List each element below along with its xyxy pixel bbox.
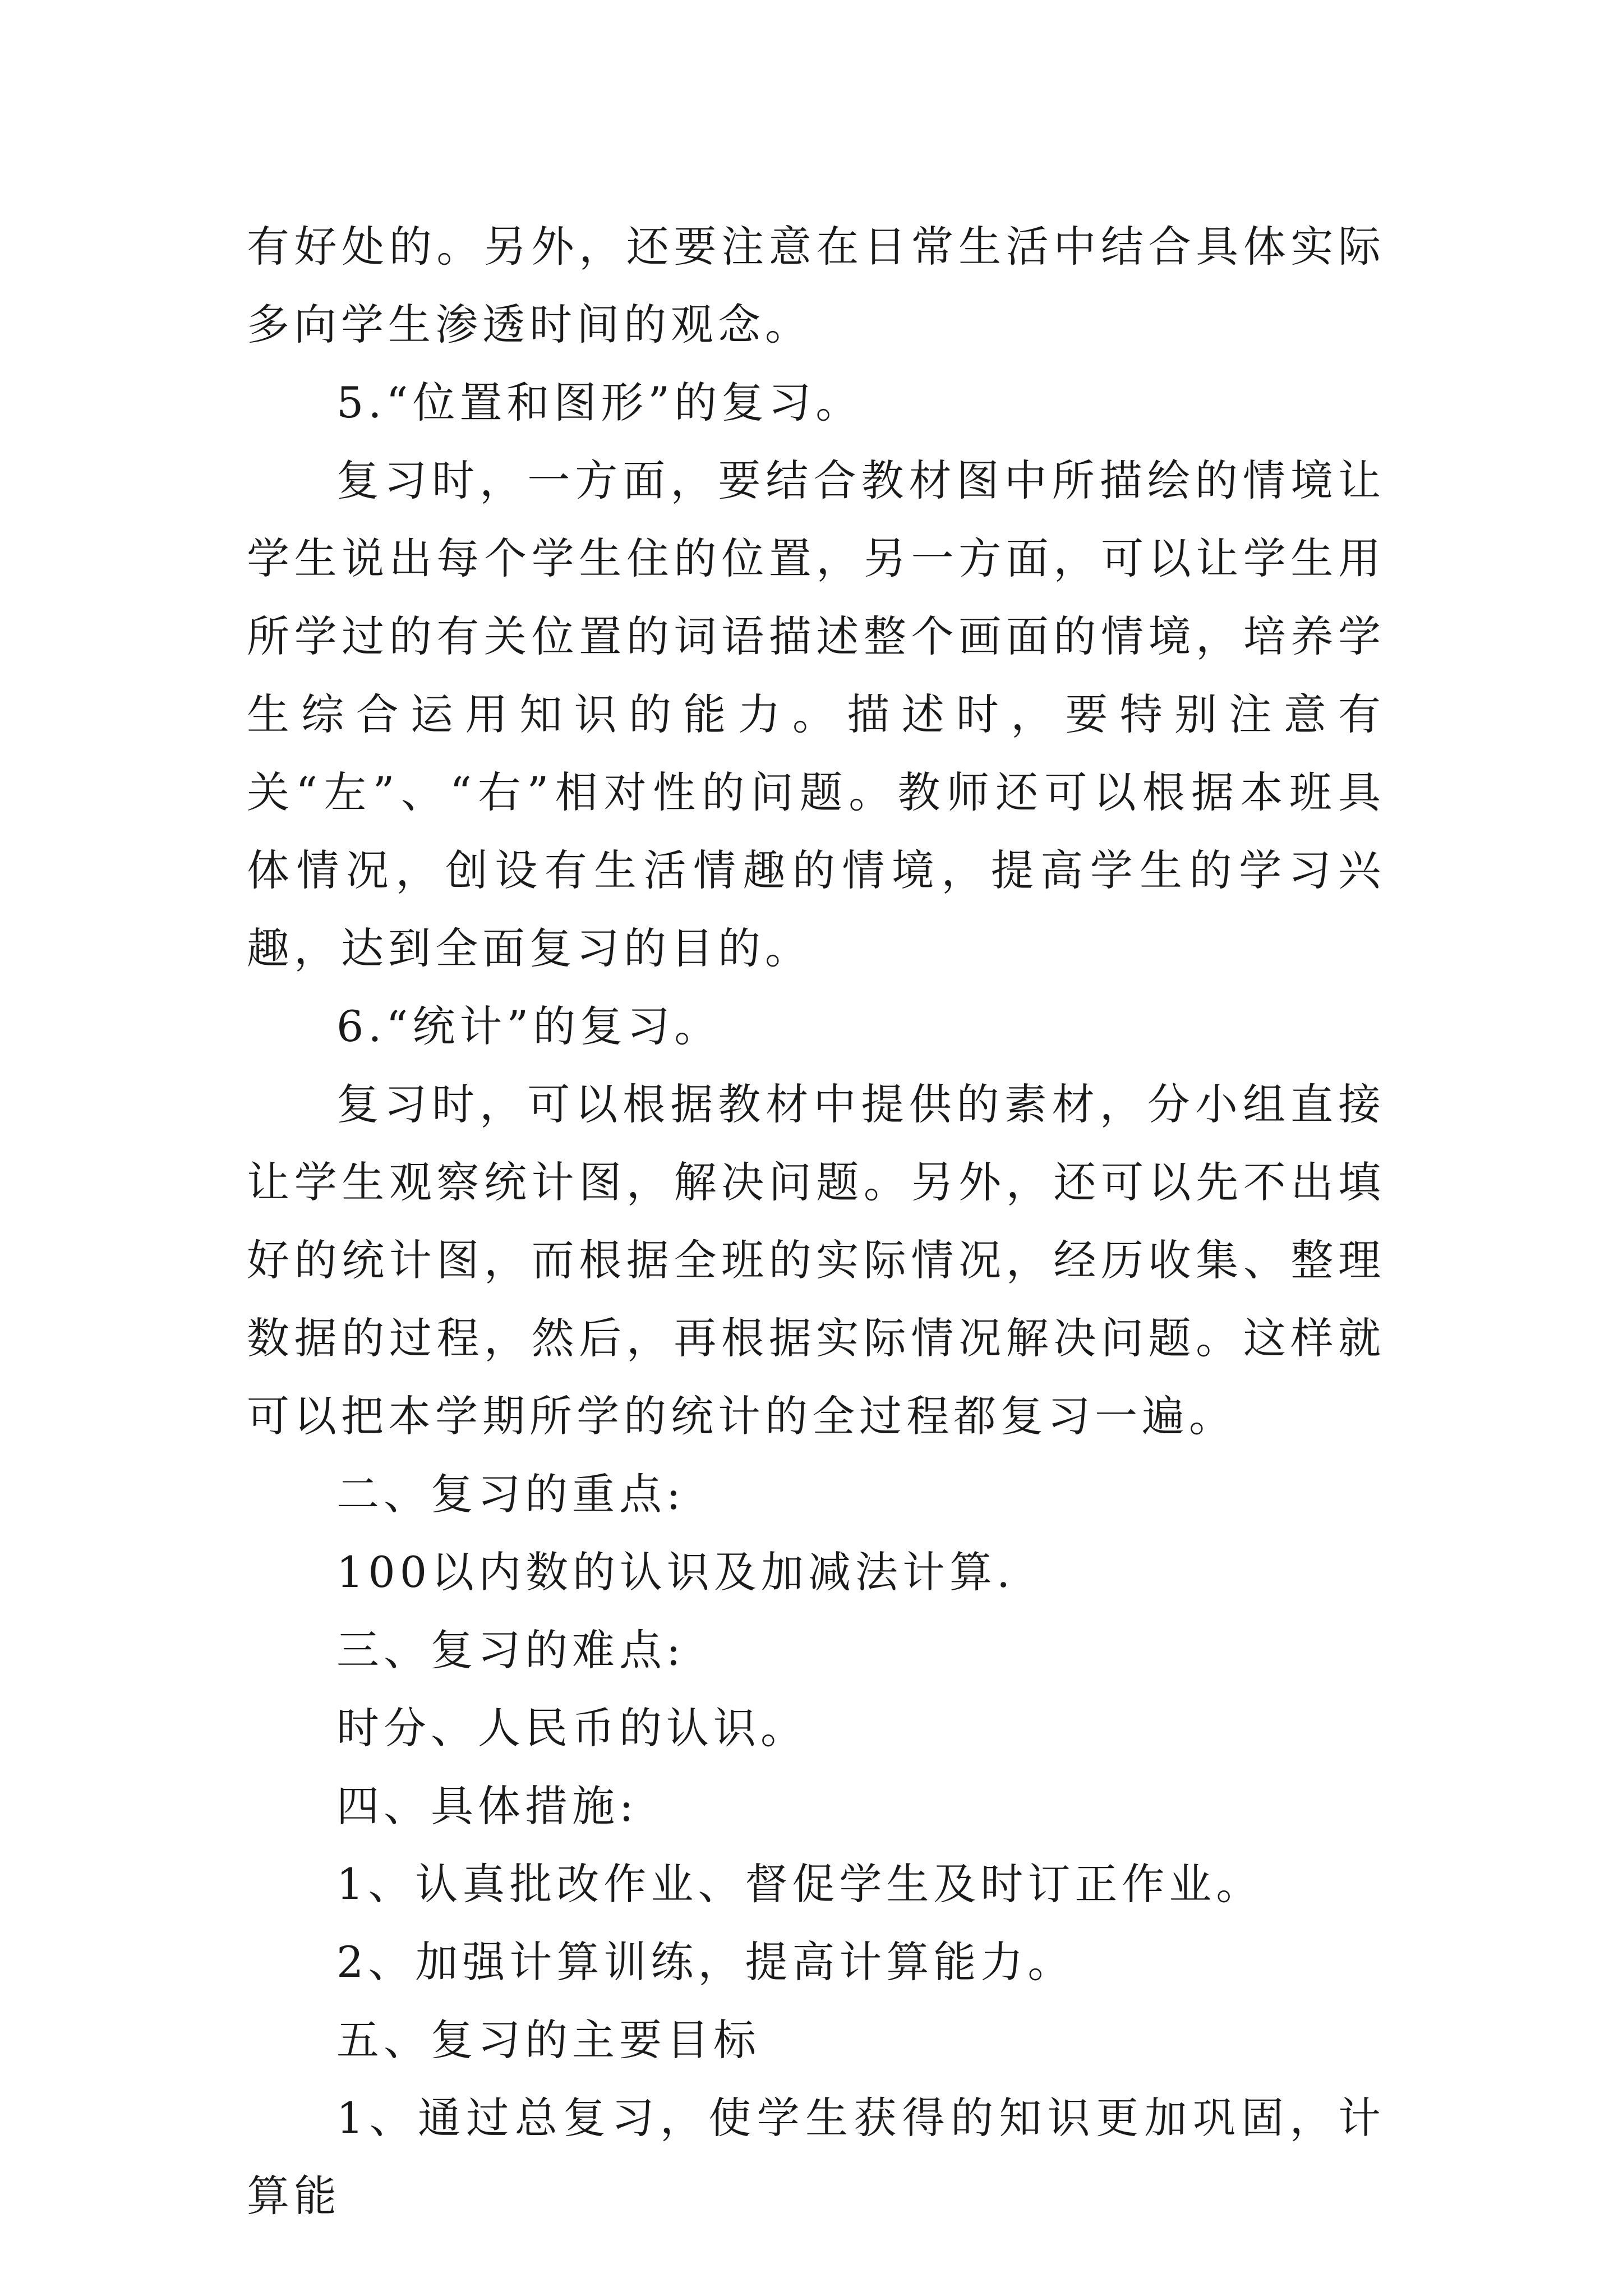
list-item-goal-1: 1、通过总复习，使学生获得的知识更加巩固，计算能 [247, 2093, 1385, 2221]
paragraph-difficulties: 时分、人民币的认识。 [336, 1703, 808, 1753]
paragraph-statistics-review: 复习时，可以根据教材中提供的素材，分小组直接让学生观察统计图，解决问题。另外，还可以先不出填好的统计图，而根据全班的实际情况，经历收集、整理数据的过程，然后，再根据实际情况解决问题。这样就可以把本学期所学的统计的全过程都复习一遍。 [247, 1079, 1385, 1441]
paragraph-key-points: 100以内数的认识及加减法计算. [336, 1547, 1015, 1597]
heading-main-goals: 五、复习的主要目标 [336, 2015, 760, 2065]
paragraph-position-review: 复习时，一方面，要结合教材图中所描绘的情境让学生说出每个学生住的位置，另一方面，可以让学生用所学过的有关位置的词语描述整个画面的情境，培养学生综合运用知识的能力。描述时，要特别注意有关“左”、“右”相对性的问题。教师还可以根据本班具体情况，创设有生活情趣的情境，提高学生的学习兴趣，达到全面复习的目的。 [247, 455, 1385, 973]
paragraph-continuation: 有好处的。另外，还要注意在日常生活中结合具体实际多向学生渗透时间的观念。 [247, 222, 1385, 349]
heading-review-key-points: 二、复习的重点: [336, 1469, 685, 1519]
list-item-measure-2: 2、加强计算训练，提高计算能力。 [336, 1937, 1075, 1987]
list-item-measure-1: 1、认真批改作业、督促学生及时订正作业。 [336, 1859, 1264, 1909]
document-body [247, 208, 1385, 2235]
heading-specific-measures: 四、具体措施: [336, 1781, 638, 1831]
heading-review-difficulties: 三、复习的难点: [336, 1625, 685, 1675]
heading-position-and-shape: 5.“位置和图形”的复习。 [336, 378, 863, 427]
heading-statistics: 6.“统计”的复习。 [336, 1001, 722, 1051]
